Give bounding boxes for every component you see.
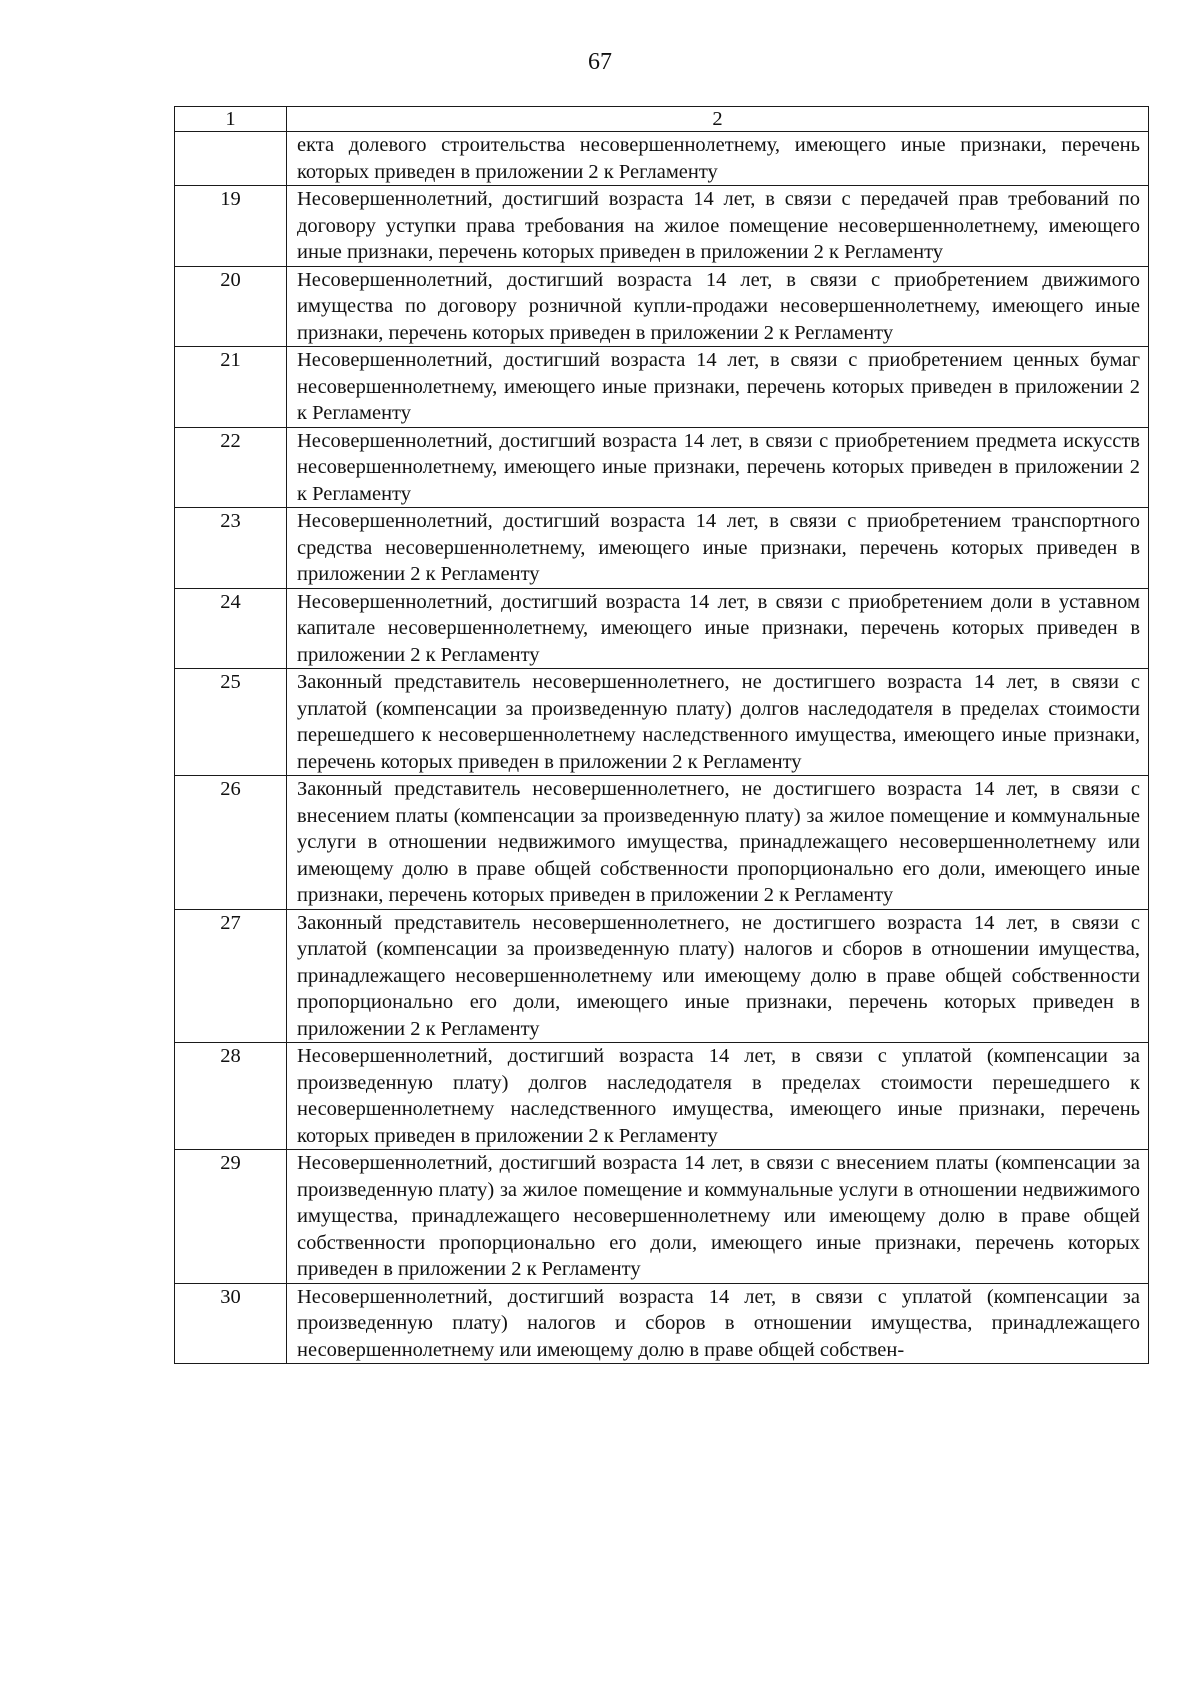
row-number-cell: 21 [175,347,287,428]
table-row [175,588,1149,669]
row-number-cell: 28 [175,1043,287,1150]
row-number-cell: 25 [175,669,287,776]
row-number-cell: 20 [175,266,287,347]
row-number-cell: 27 [175,909,287,1043]
table-row [175,186,1149,267]
row-text-cell: Несовершеннолетний, достигший возраста 14 лет, в связи с приобретением транспортного средства несовершеннолетнему, имеющего иные признаки, перечень которых приведен в приложении 2 к Регламенту [287,508,1149,589]
row-text-cell: Несовершеннолетний, достигший возраста 14 лет, в связи с уплатой (компенсации за произведенную плату) налогов и сборов в отношении имущества, принадлежащего несовершеннолетнему или имеющему долю в праве общей собствен- [287,1283,1149,1364]
table-row [175,1043,1149,1150]
row-number-cell: 29 [175,1150,287,1284]
row-text-cell: Законный представитель несовершеннолетнего, не достигшего возраста 14 лет, в связи с уплатой (компенсации за произведенную плату) долгов наследодателя в пределах стоимости перешедшего к несовершеннолетнему наследственного имущества, имеющего иные признаки, перечень которых приведен в приложении 2 к Регламенту [287,669,1149,776]
row-number-cell: 22 [175,427,287,508]
row-text-cell: Несовершеннолетний, достигший возраста 14 лет, в связи с передачей прав требований по договору уступки права требования на жилое помещение несовершеннолетнему, имеющего иные признаки, перечень которых приведен в приложении 2 к Регламенту [287,186,1149,267]
table-row [175,669,1149,776]
header-col-1: 1 [175,107,287,132]
row-text-cell: Законный представитель несовершеннолетнего, не достигшего возраста 14 лет, в связи с внесением платы (компенсации за произведенную плату) за жилое помещение и коммунальные услуги в отношении недвижимого имущества, принадлежащего несовершеннолетнему или имеющему долю в праве общей собственности пропорционально его доли, имеющего иные признаки, перечень которых приведен в приложении 2 к Регламенту [287,776,1149,910]
table-row [175,909,1149,1043]
row-number-cell: 23 [175,508,287,589]
row-text-cell: Несовершеннолетний, достигший возраста 14 лет, в связи с приобретением движимого имущества по договору розничной купли-продажи несовершеннолетнему, имеющего иные признаки, перечень которых приведен в приложении 2 к Регламенту [287,266,1149,347]
table-header-row [175,107,1149,132]
row-number-cell: 19 [175,186,287,267]
page-number: 67 [588,49,612,75]
table-row-continuation [175,132,1149,186]
table-body [175,107,1149,1364]
table-row [175,347,1149,428]
row-text-cell: Несовершеннолетний, достигший возраста 14 лет, в связи с приобретением доли в уставном капитале несовершеннолетнему, имеющего иные признаки, перечень которых приведен в приложении 2 к Регламенту [287,588,1149,669]
row-text-cell: Несовершеннолетний, достигший возраста 14 лет, в связи с приобретением предмета искусств несовершеннолетнему, имеющего иные признаки, перечень которых приведен в приложении 2 к Регламенту [287,427,1149,508]
row-number-cell: 30 [175,1283,287,1364]
row-text-cell: Несовершеннолетний, достигший возраста 14 лет, в связи с уплатой (компенсации за произведенную плату) долгов наследодателя в пределах стоимости перешедшего к несовершеннолетнему наследственного имущества, имеющего иные признаки, перечень которых приведен в приложении 2 к Регламенту [287,1043,1149,1150]
row-number-cell: 26 [175,776,287,910]
row-text-cell: Несовершеннолетний, достигший возраста 14 лет, в связи с внесением платы (компенсации за произведенную плату) за жилое помещение и коммунальные услуги в отношении недвижимого имущества, принадлежащего несовершеннолетнему или имеющему долю в праве общей собственности пропорционально его доли, имеющего иные признаки, перечень которых приведен в приложении 2 к Регламенту [287,1150,1149,1284]
table-row [175,508,1149,589]
document-table [174,106,1149,1364]
header-col-2: 2 [287,107,1149,132]
row-number-cell: 24 [175,588,287,669]
row-text-cell: Законный представитель несовершеннолетнего, не достигшего возраста 14 лет, в связи с уплатой (компенсации за произведенную плату) налогов и сборов в отношении имущества, принадлежащего несовершеннолетнему или имеющему долю в праве общей собственности пропорционально его доли, имеющего иные признаки, перечень которых приведен в приложении 2 к Регламенту [287,909,1149,1043]
table-row [175,427,1149,508]
table-row [175,1283,1149,1364]
row-text-cell: екта долевого строительства несовершеннолетнему, имеющего иные признаки, перечень которых приведен в приложении 2 к Регламенту [287,132,1149,186]
row-number-cell [175,132,287,186]
table-row [175,776,1149,910]
row-text-cell: Несовершеннолетний, достигший возраста 14 лет, в связи с приобретением ценных бумаг несовершеннолетнему, имеющего иные признаки, перечень которых приведен в приложении 2 к Регламенту [287,347,1149,428]
table-row [175,266,1149,347]
table-row [175,1150,1149,1284]
